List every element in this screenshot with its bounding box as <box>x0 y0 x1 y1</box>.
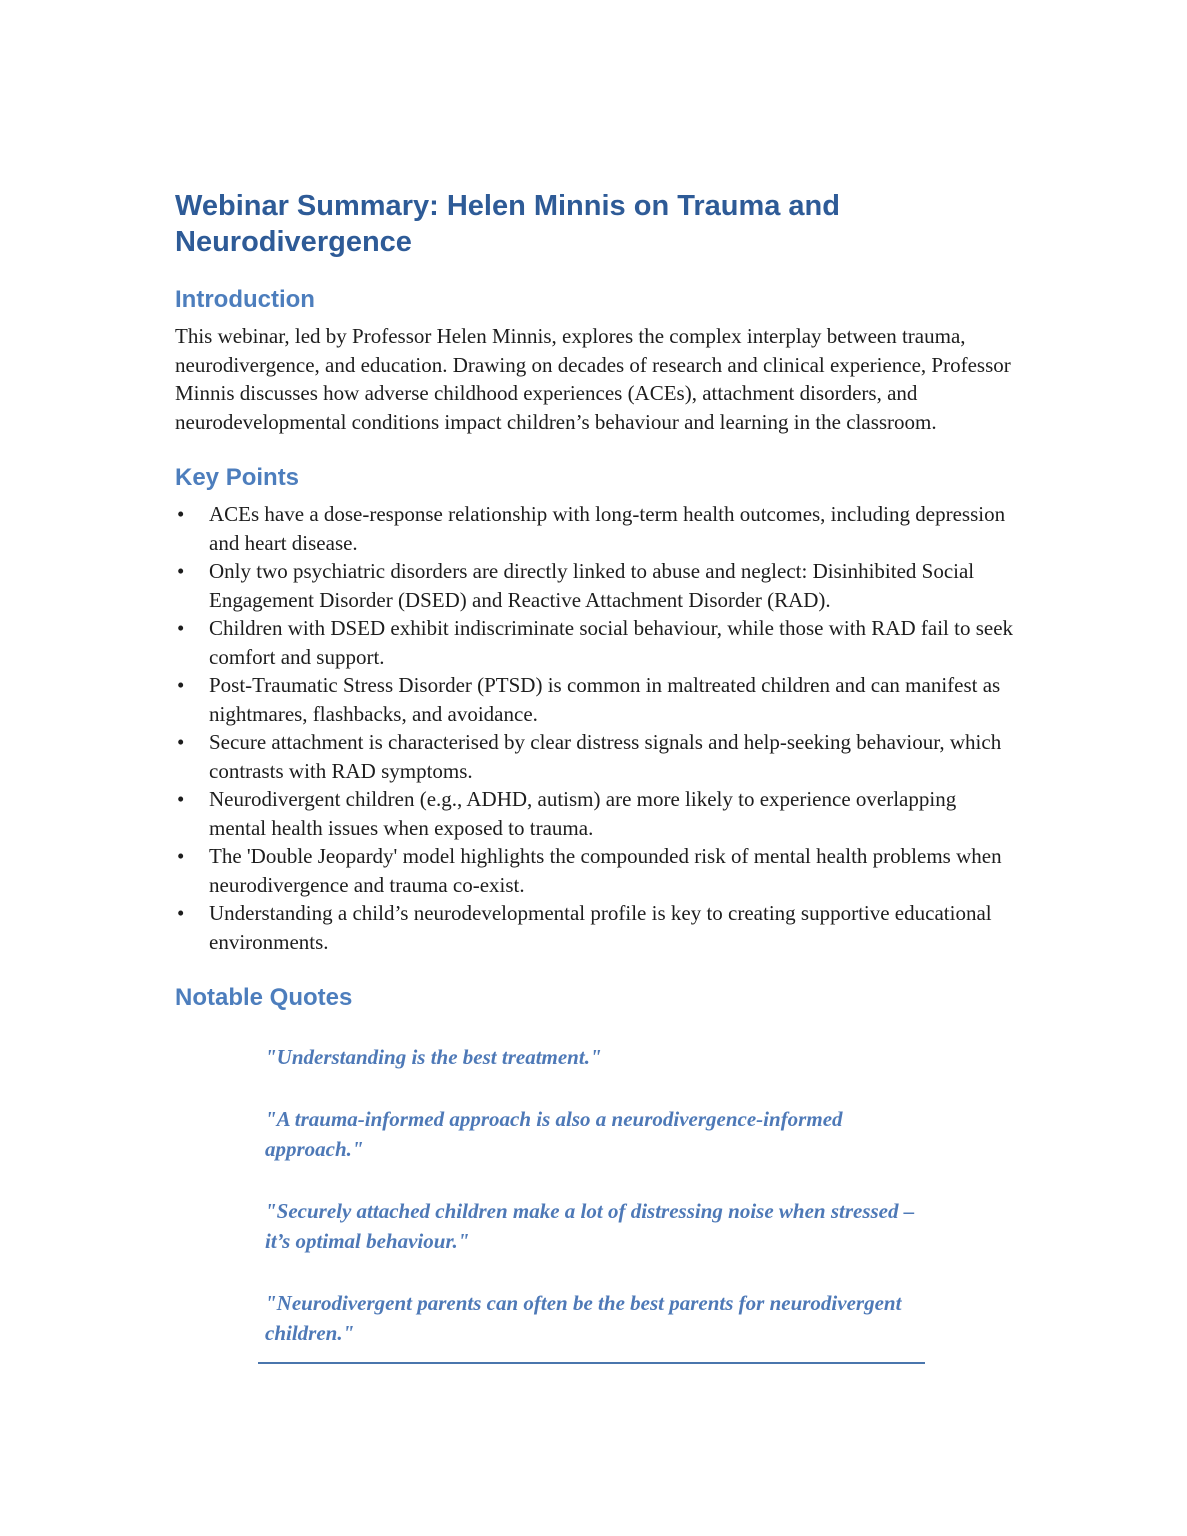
key-point-item: • Only two psychiatric disorders are directly linked to abuse and neglect: Disinhibited Social Engagement Disorder (DSED) and Reactive Attachment Disorder (RAD). <box>175 557 1015 614</box>
key-points-list <box>175 500 1015 956</box>
quote-item: "Securely attached children make a lot of distressing noise when stressed – it’s optimal behaviour." <box>265 1199 915 1253</box>
key-point-item: • Understanding a child’s neurodevelopmental profile is key to creating supportive educational environments. <box>175 899 1015 956</box>
introduction-paragraph: This webinar, led by Professor Helen Minnis, explores the complex interplay between trauma, neurodivergence, and education. Drawing on decades of research and clinical experience, Professor Minnis discusses how adverse childhood experiences (ACEs), attachment disorders, and neurodevelopmental conditions impact children’s behaviour and learning in the classroom. <box>175 324 1011 434</box>
key-point-item: • The 'Double Jeopardy' model highlights the compounded risk of mental health problems when neurodivergence and trauma co-exist. <box>175 842 1015 899</box>
section-heading-key-points: Key Points <box>175 464 300 491</box>
divider-line <box>258 1362 925 1364</box>
quote-item: "A trauma-informed approach is also a neurodivergence-informed approach." <box>265 1107 843 1161</box>
page-title: Webinar Summary: Helen Minnis on Trauma and Neurodivergence <box>175 190 840 258</box>
key-point-item: • Post-Traumatic Stress Disorder (PTSD) is common in maltreated children and can manifest as nightmares, flashbacks, and avoidance. <box>175 671 1015 728</box>
quote-item: "Understanding is the best treatment." <box>265 1045 602 1069</box>
key-point-item: • Secure attachment is characterised by clear distress signals and help-seeking behaviour, which contrasts with RAD symptoms. <box>175 728 1015 785</box>
quote-item: "Neurodivergent parents can often be the best parents for neurodivergent children." <box>265 1291 902 1345</box>
key-point-item: • ACEs have a dose-response relationship with long-term health outcomes, including depression and heart disease. <box>175 500 1015 557</box>
section-heading-notable-quotes: Notable Quotes <box>175 984 353 1011</box>
notable-quotes-block <box>175 1042 1015 1348</box>
key-point-item: • Children with DSED exhibit indiscriminate social behaviour, while those with RAD fail to seek comfort and support. <box>175 614 1015 671</box>
key-point-item: • Neurodivergent children (e.g., ADHD, autism) are more likely to experience overlapping mental health issues when exposed to trauma. <box>175 785 1015 842</box>
section-heading-introduction: Introduction <box>175 286 315 313</box>
